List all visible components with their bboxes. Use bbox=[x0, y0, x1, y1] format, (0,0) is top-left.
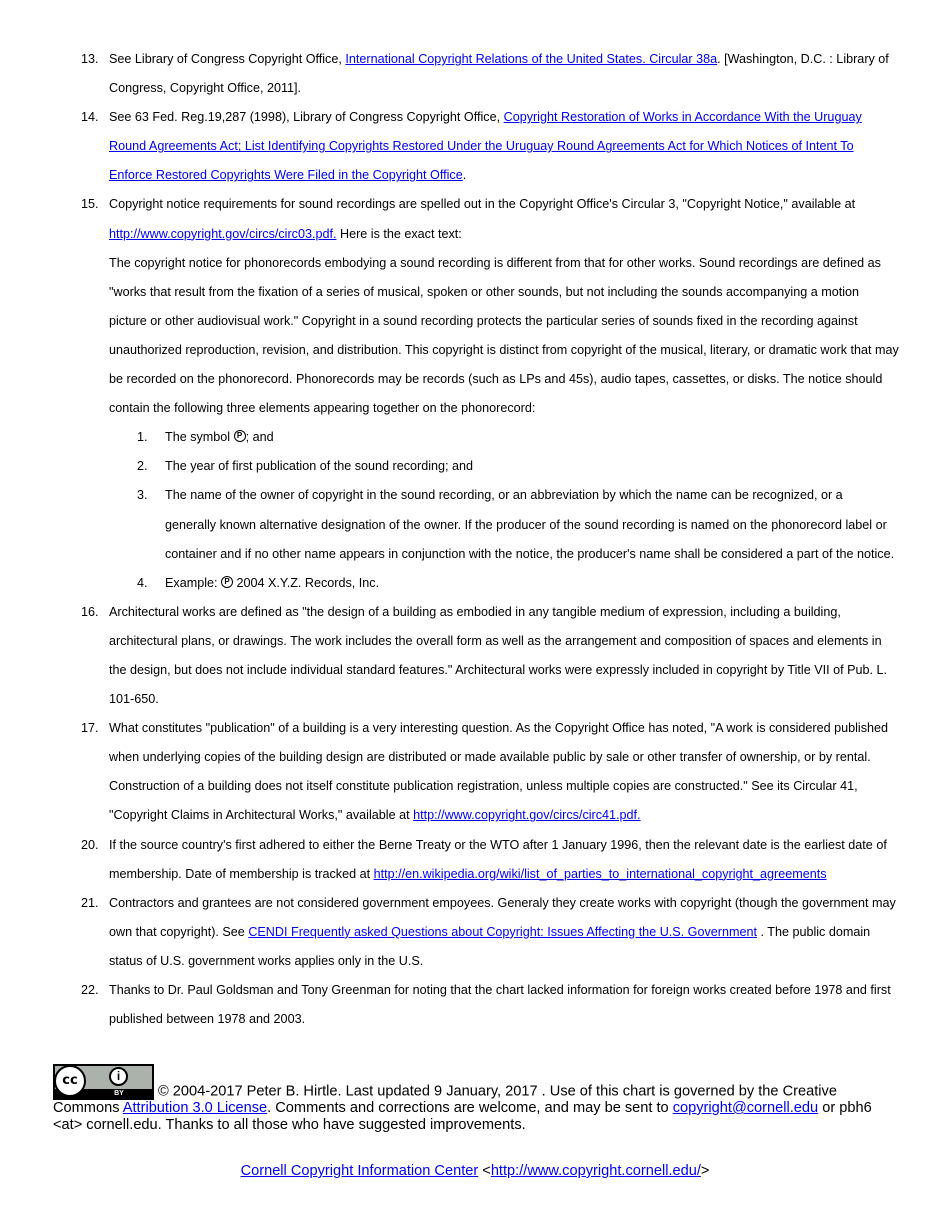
footnote-text: Thanks to Dr. Paul Goldsman and Tony Greenman for noting that the chart lacked information for foreign works created before 1978 and first published between 1978 and 2003. bbox=[109, 983, 891, 1027]
quoted-notice-text: The copyright notice for phonorecords embodying a sound recording is different from that for other works. Sound recordings are defined as "works that result from the fixation of a series of musical, spoken or other sounds, but not including the sounds accompanying a motion picture or other audiovisual work." Copyright in a sound recording protects the particular series of sounds fixed in the recording against unauthorized reproduction, revision, and distribution. This copyright is distinct from copyright of the musical, literary, or dramatic work that may be recorded on the phonorecord. Phonorecords may be records (such as LPs and 45s), audio tapes, cassettes, or disks. The notice should contain the following three elements appearing together on the phonorecord: bbox=[109, 255, 899, 416]
footnote-13 bbox=[81, 45, 899, 103]
footnote-text: Contractors and grantees are not considered government empoyees. Generaly they create works with copyright (though the government may own that copyright). See bbox=[109, 895, 896, 939]
footnotes-list bbox=[0, 45, 950, 1034]
thanks-text: or pbh6 <at> cornell.edu. Thanks to all those who have suggested improvements. bbox=[53, 1100, 872, 1133]
notice-element-3 bbox=[137, 481, 897, 568]
by-label: BY bbox=[114, 1090, 124, 1097]
list-text: The symbol bbox=[165, 430, 234, 445]
comments-text: . Comments and corrections are welcome, and may be sent to bbox=[267, 1100, 673, 1116]
site-link-line bbox=[0, 1163, 950, 1179]
circ03-link[interactable]: http://www.copyright.gov/circs/circ03.pdf. bbox=[109, 226, 337, 241]
footnote-text: See 63 Fed. Reg.19,287 (1998), Library of Congress Copyright Office, bbox=[109, 110, 504, 125]
phonogram-symbol-icon: P bbox=[221, 576, 233, 588]
cc-icon: cc bbox=[54, 1065, 86, 1097]
list-text: The year of first publication of the sound recording; and bbox=[165, 459, 474, 474]
creative-commons-by-logo[interactable] bbox=[53, 1064, 154, 1100]
footnote-text: . [Washington, D.C. : Library of Congress, Copyright Office, 2011]. bbox=[109, 52, 889, 96]
footnote-number: 16. bbox=[81, 604, 99, 619]
list-number: 2. bbox=[137, 459, 148, 474]
footnote-number: 13. bbox=[81, 52, 99, 66]
notice-example bbox=[137, 569, 897, 598]
footnote-text: What constitutes "publication" of a building is a very interesting question. As the Copyright Office has noted, "A work is considered published when underlying copies of the building design are distributed or made available public by sale or other transfer of ownership, or by rental. Construction of a building does not itself constitute publication registration, unless multiple copies are constructed." See its Circular 41, "Copyright Claims in Architectural Works," available at bbox=[109, 721, 889, 823]
footnote-17 bbox=[81, 714, 899, 830]
notice-element-1 bbox=[137, 423, 897, 452]
license-footer bbox=[53, 1064, 903, 1133]
bracket-open: < bbox=[478, 1163, 491, 1179]
footnote-15 bbox=[81, 190, 899, 248]
footnote-16 bbox=[81, 598, 899, 714]
list-number: 1. bbox=[137, 430, 148, 445]
phonogram-symbol-icon: P bbox=[234, 430, 246, 442]
bracket-close: > bbox=[700, 1163, 710, 1179]
attribution-person-icon: i bbox=[109, 1067, 128, 1086]
footnote-text: See Library of Congress Copyright Office, bbox=[109, 52, 346, 66]
list-text: ; and bbox=[245, 430, 274, 445]
footnote-number: 20. bbox=[81, 837, 99, 852]
notice-element-2 bbox=[137, 452, 897, 481]
footnote-number: 22. bbox=[81, 983, 99, 997]
list-text: The name of the owner of copyright in the sound recording, or an abbreviation by which the name can be recognized, or a generally known alternative designation of the owner. If the producer of the sound recording is named on the phonorecord label or container and if no other name appears in conjunction with the notice, the producer's name shall be considered a part of the notice. bbox=[165, 488, 895, 561]
footnote-number: 14. bbox=[81, 110, 99, 125]
footnote-text: Here is the exact text: bbox=[336, 226, 462, 241]
footnote-number: 15. bbox=[81, 197, 99, 212]
footnote-text: . bbox=[462, 168, 467, 183]
list-number: 4. bbox=[137, 575, 148, 590]
circular-38a-link[interactable]: International Copyright Relations of the United States. Circular 38a bbox=[345, 52, 718, 66]
footnote-22 bbox=[81, 976, 899, 1034]
footnote-text: Architectural works are defined as "the design of a building as embodied in any tangible medium of expression, including a building, architectural plans, or drawings. The work includes the overall form as well as the arrangement and composition of spaces and elements in the design, but does not include individual standard features." Architectural works were expressly included in copyright by Title VII of Pub. L. 101-650. bbox=[109, 604, 888, 707]
footnote-text: Copyright notice requirements for sound recordings are spelled out in the Copyright Office's Circular 3, "Copyright Notice," available at bbox=[109, 197, 856, 212]
circ41-link[interactable]: http://www.copyright.gov/circs/circ41.pdf. bbox=[413, 808, 641, 823]
footnote-21 bbox=[81, 889, 899, 976]
list-number: 3. bbox=[137, 488, 148, 503]
list-text: 2004 X.Y.Z. Records, Inc. bbox=[233, 575, 380, 590]
cendi-faq-link[interactable]: CENDI Frequently asked Questions about Copyright: Issues Affecting the U.S. Government bbox=[248, 924, 757, 939]
footnote-number: 21. bbox=[81, 895, 99, 910]
footnote-text: If the source country's first adhered to either the Berne Treaty or the WTO after 1 January 1996, then the relevant date is the earliest date of membership. Date of membership is tracked at bbox=[109, 837, 887, 881]
email-link[interactable]: copyright@cornell.edu bbox=[672, 1100, 819, 1116]
cornell-copyright-url-link[interactable]: http://www.copyright.cornell.edu/ bbox=[490, 1163, 701, 1179]
footnote-14 bbox=[81, 103, 899, 190]
footnote-20 bbox=[81, 831, 899, 889]
copyright-text: © 2004-2017 Peter B. Hirtle. Last updated 9 January, 2017 . Use of this chart is governed by the Creative Commons bbox=[53, 1083, 837, 1116]
uruguay-round-link[interactable]: Copyright Restoration of Works in Accordance With the Uruguay Round Agreements Act; List Identifying Copyrights Restored Under the Uruguay Round Agreements Act for Which Notices of Intent To Enforce Restored Copyrights Were Filed in the Copyright Office bbox=[109, 110, 862, 183]
wikipedia-agreements-link[interactable]: http://en.wikipedia.org/wiki/list_of_parties_to_international_copyright_agreements bbox=[373, 866, 827, 881]
footnote-number: 17. bbox=[81, 721, 99, 736]
list-text: Example: bbox=[165, 575, 221, 590]
attribution-license-link[interactable]: Attribution 3.0 License bbox=[122, 1100, 268, 1116]
footnote-text: . The public domain status of U.S. government works applies only in the U.S. bbox=[109, 924, 871, 968]
cornell-copyright-center-link[interactable]: Cornell Copyright Information Center bbox=[240, 1163, 479, 1179]
